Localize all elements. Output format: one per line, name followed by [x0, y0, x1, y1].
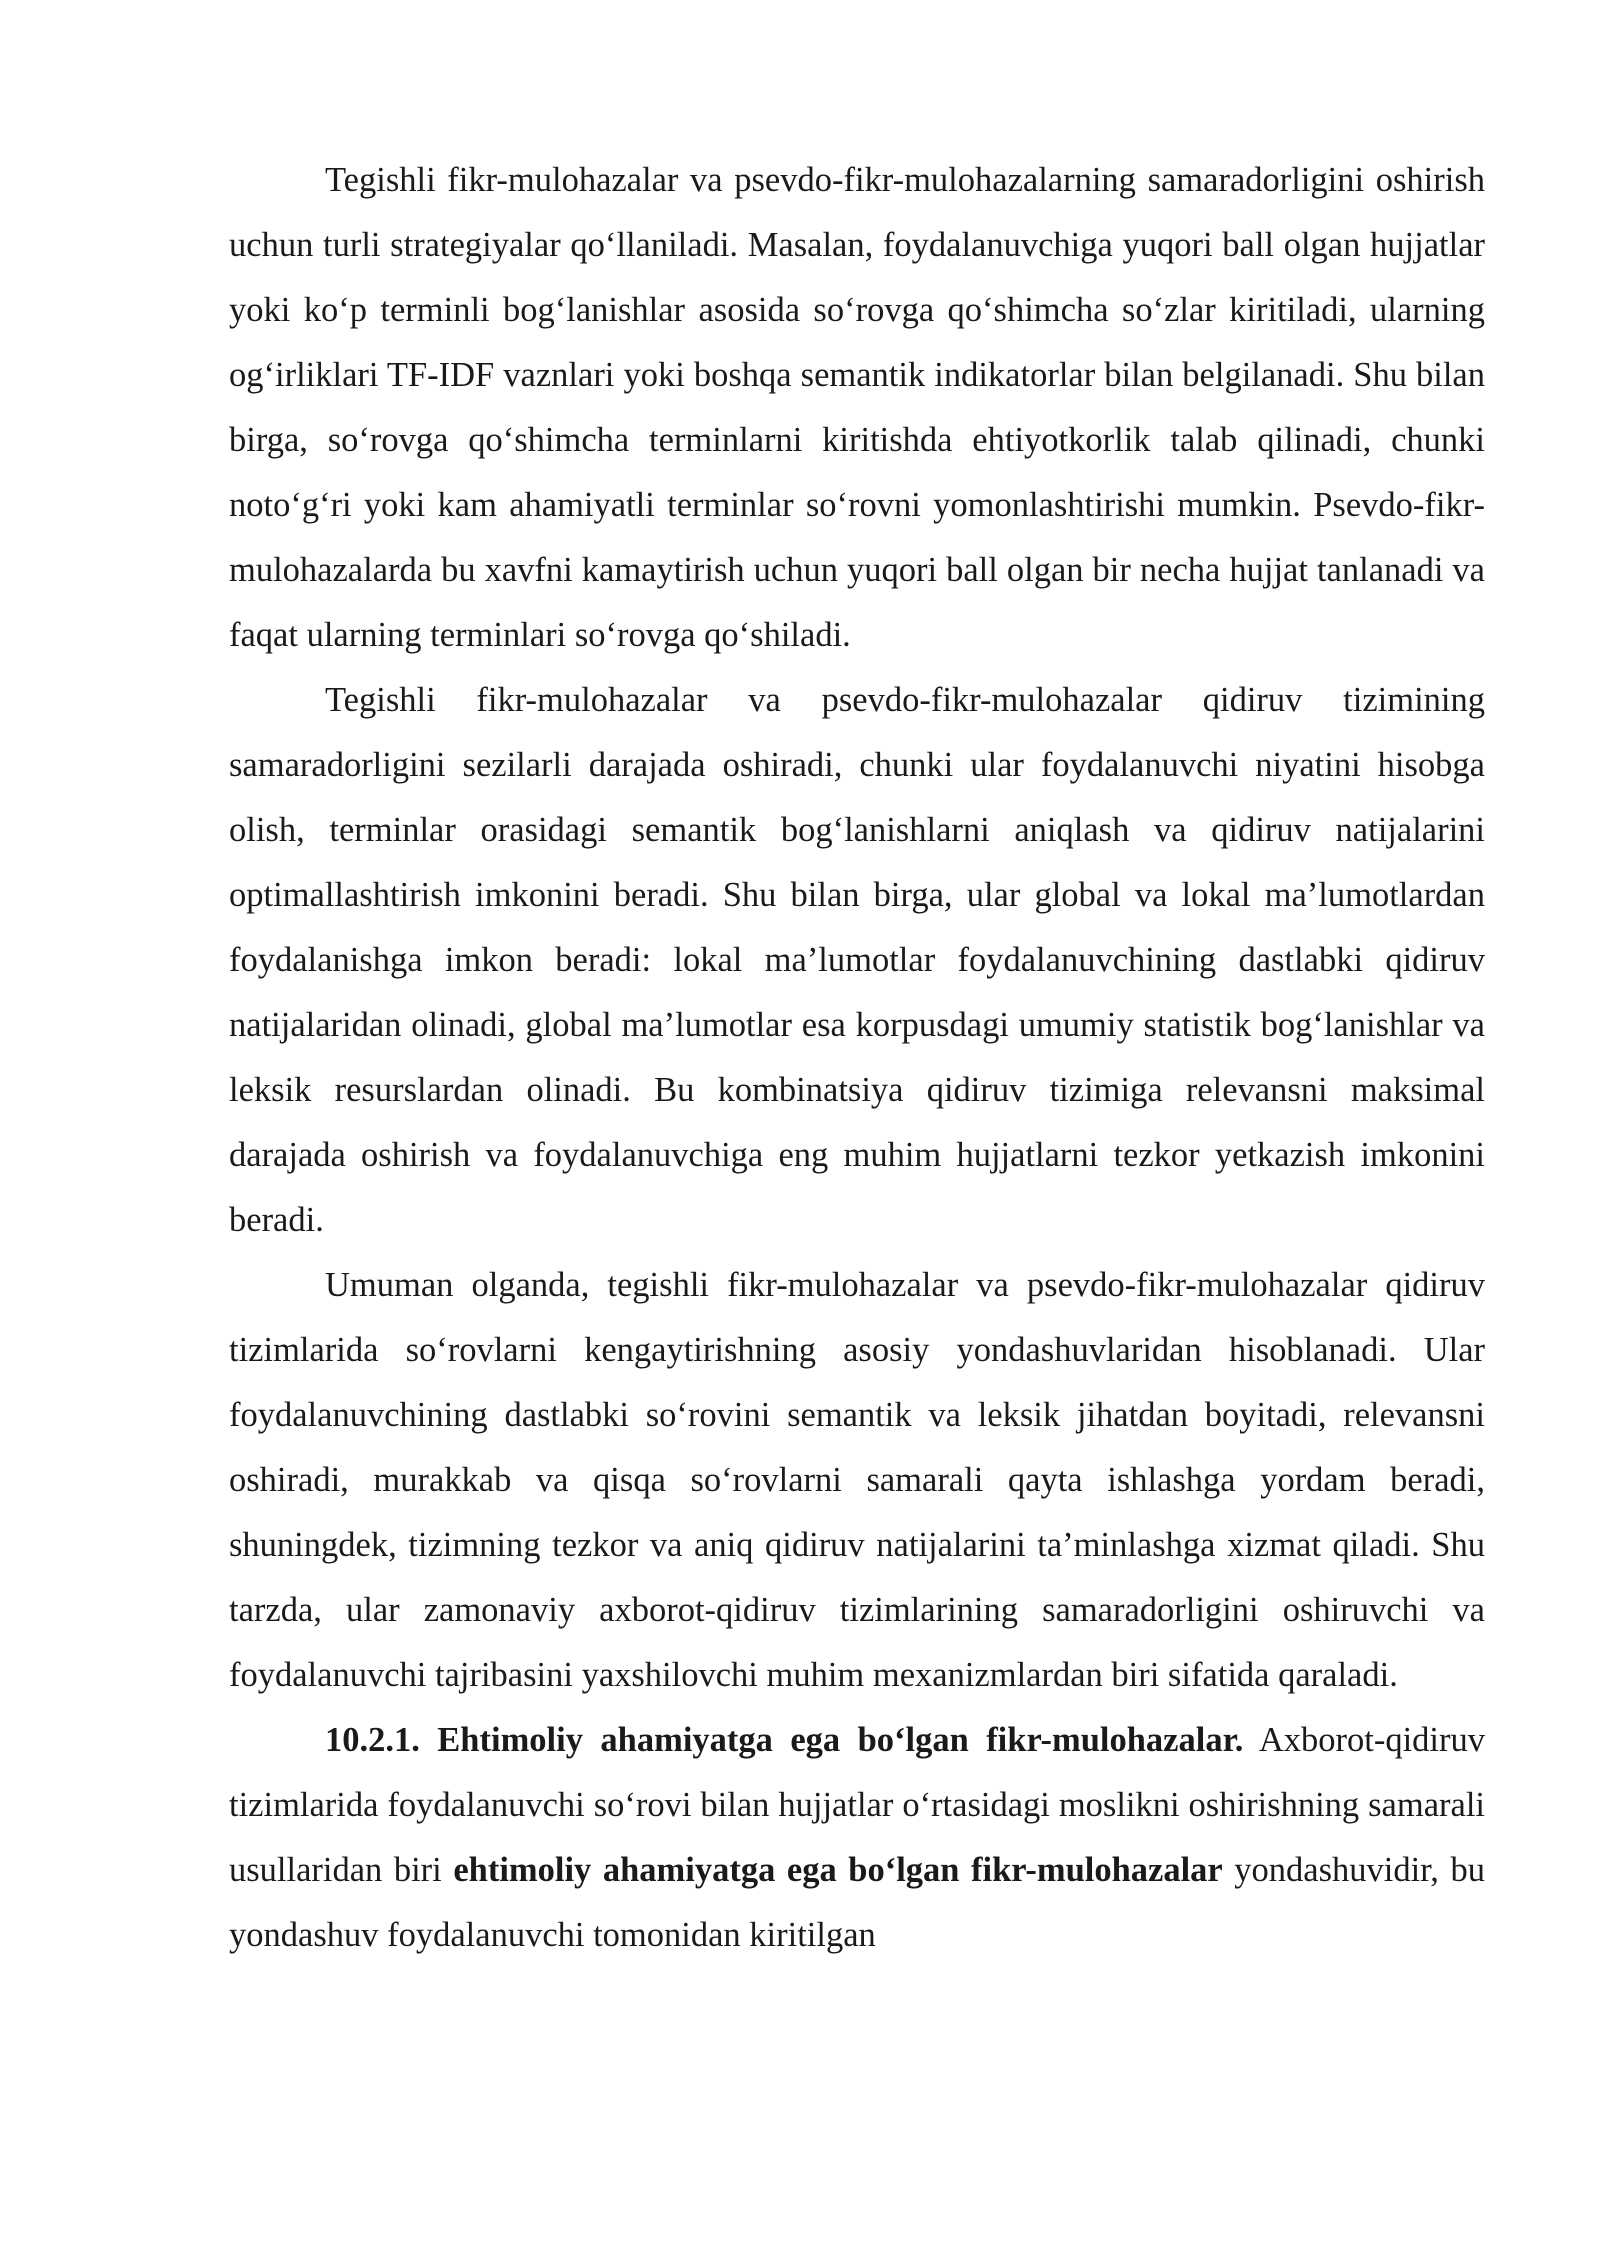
section-paragraph	[229, 1708, 1485, 1968]
body-text	[229, 148, 1485, 1968]
paragraph-3: Umuman olganda, tegishli fikr-mulohazalar va psevdo-fikr-mulohazalar qidiruv tizimlarida so‘rovlarni kengaytirishning asosiy yondashuvlaridan hisoblanadi. Ular foydalanuvchining dastlabki so‘rovini semantik va leksik jihatdan boyitadi, relevansni oshiradi, murakkab va qisqa so‘rovlarni samarali qayta ishlashga yordam beradi, shuningdek, tizimning tezkor va aniq qidiruv natijalarini ta’minlashga xizmat qiladi. Shu tarzda, ular zamonaviy axborot-qidiruv tizimlarining samaradorligini oshiruvchi va foydalanuvchi tajribasini yaxshilovchi muhim mexanizmlardan biri sifatida qaraladi.	[229, 1266, 1485, 1694]
paragraph-1: Tegishli fikr-mulohazalar va psevdo-fikr-mulohazalarning samaradorligini oshirish uchun turli strategiyalar qo‘llaniladi. Masalan, foydalanuvchiga yuqori ball olgan hujjatlar yoki ko‘p terminli bog‘lanishlar asosida so‘rovga qo‘shimcha so‘zlar kiritiladi, ularning og‘irliklari TF-IDF vaznlari yoki boshqa semantik indikatorlar bilan belgilanadi. Shu bilan birga, so‘rovga qo‘shimcha terminlarni kiritishda ehtiyotkorlik talab qilinadi, chunki noto‘g‘ri yoki kam ahamiyatli terminlar so‘rovni yomonlashtirishi mumkin. Psevdo-fikr-mulohazalarda bu xavfni kamaytirish uchun yuqori ball olgan bir necha hujjat tanlanadi va faqat ularning terminlari so‘rovga qo‘shiladi.	[229, 161, 1485, 654]
paragraph-2: Tegishli fikr-mulohazalar va psevdo-fikr-mulohazalar qidiruv tizimining samaradorligini sezilarli darajada oshiradi, chunki ular foydalanuvchi niyatini hisobga olish, terminlar orasidagi semantik bog‘lanishlarni aniqlash va qidiruv natijalarini optimallashtirish imkonini beradi. Shu bilan birga, ular global va lokal ma’lumotlardan foydalanishga imkon beradi: lokal ma’lumotlar foydalanuvchining dastlabki qidiruv natijalaridan olinadi, global ma’lumotlar esa korpusdagi umumiy statistik bog‘lanishlar va leksik resurslardan olinadi. Bu kombinatsiya qidiruv tizimiga relevansni maksimal darajada oshirish va foydalanuvchiga eng muhim hujjatlarni tezkor yetkazish imkonini beradi.	[229, 681, 1485, 1239]
section-heading: 10.2.1. Ehtimoliy ahamiyatga ega bo‘lgan fikr-mulohazalar.	[325, 1721, 1244, 1759]
section-text-1: Axborot-qidiruv tizimlarida foydalanuvchi so‘rovi bilan hujjatlar o‘rtasidagi moslikni oshirishning samarali usullaridan biri	[229, 1721, 1486, 1889]
section-term: ehtimoliy ahamiyatga ega bo‘lgan fikr-mulohazalar	[453, 1851, 1223, 1889]
section-text-2: yondashuvidir, bu yondashuv foydalanuvchi tomonidan kiritilgan	[229, 1851, 1485, 1954]
